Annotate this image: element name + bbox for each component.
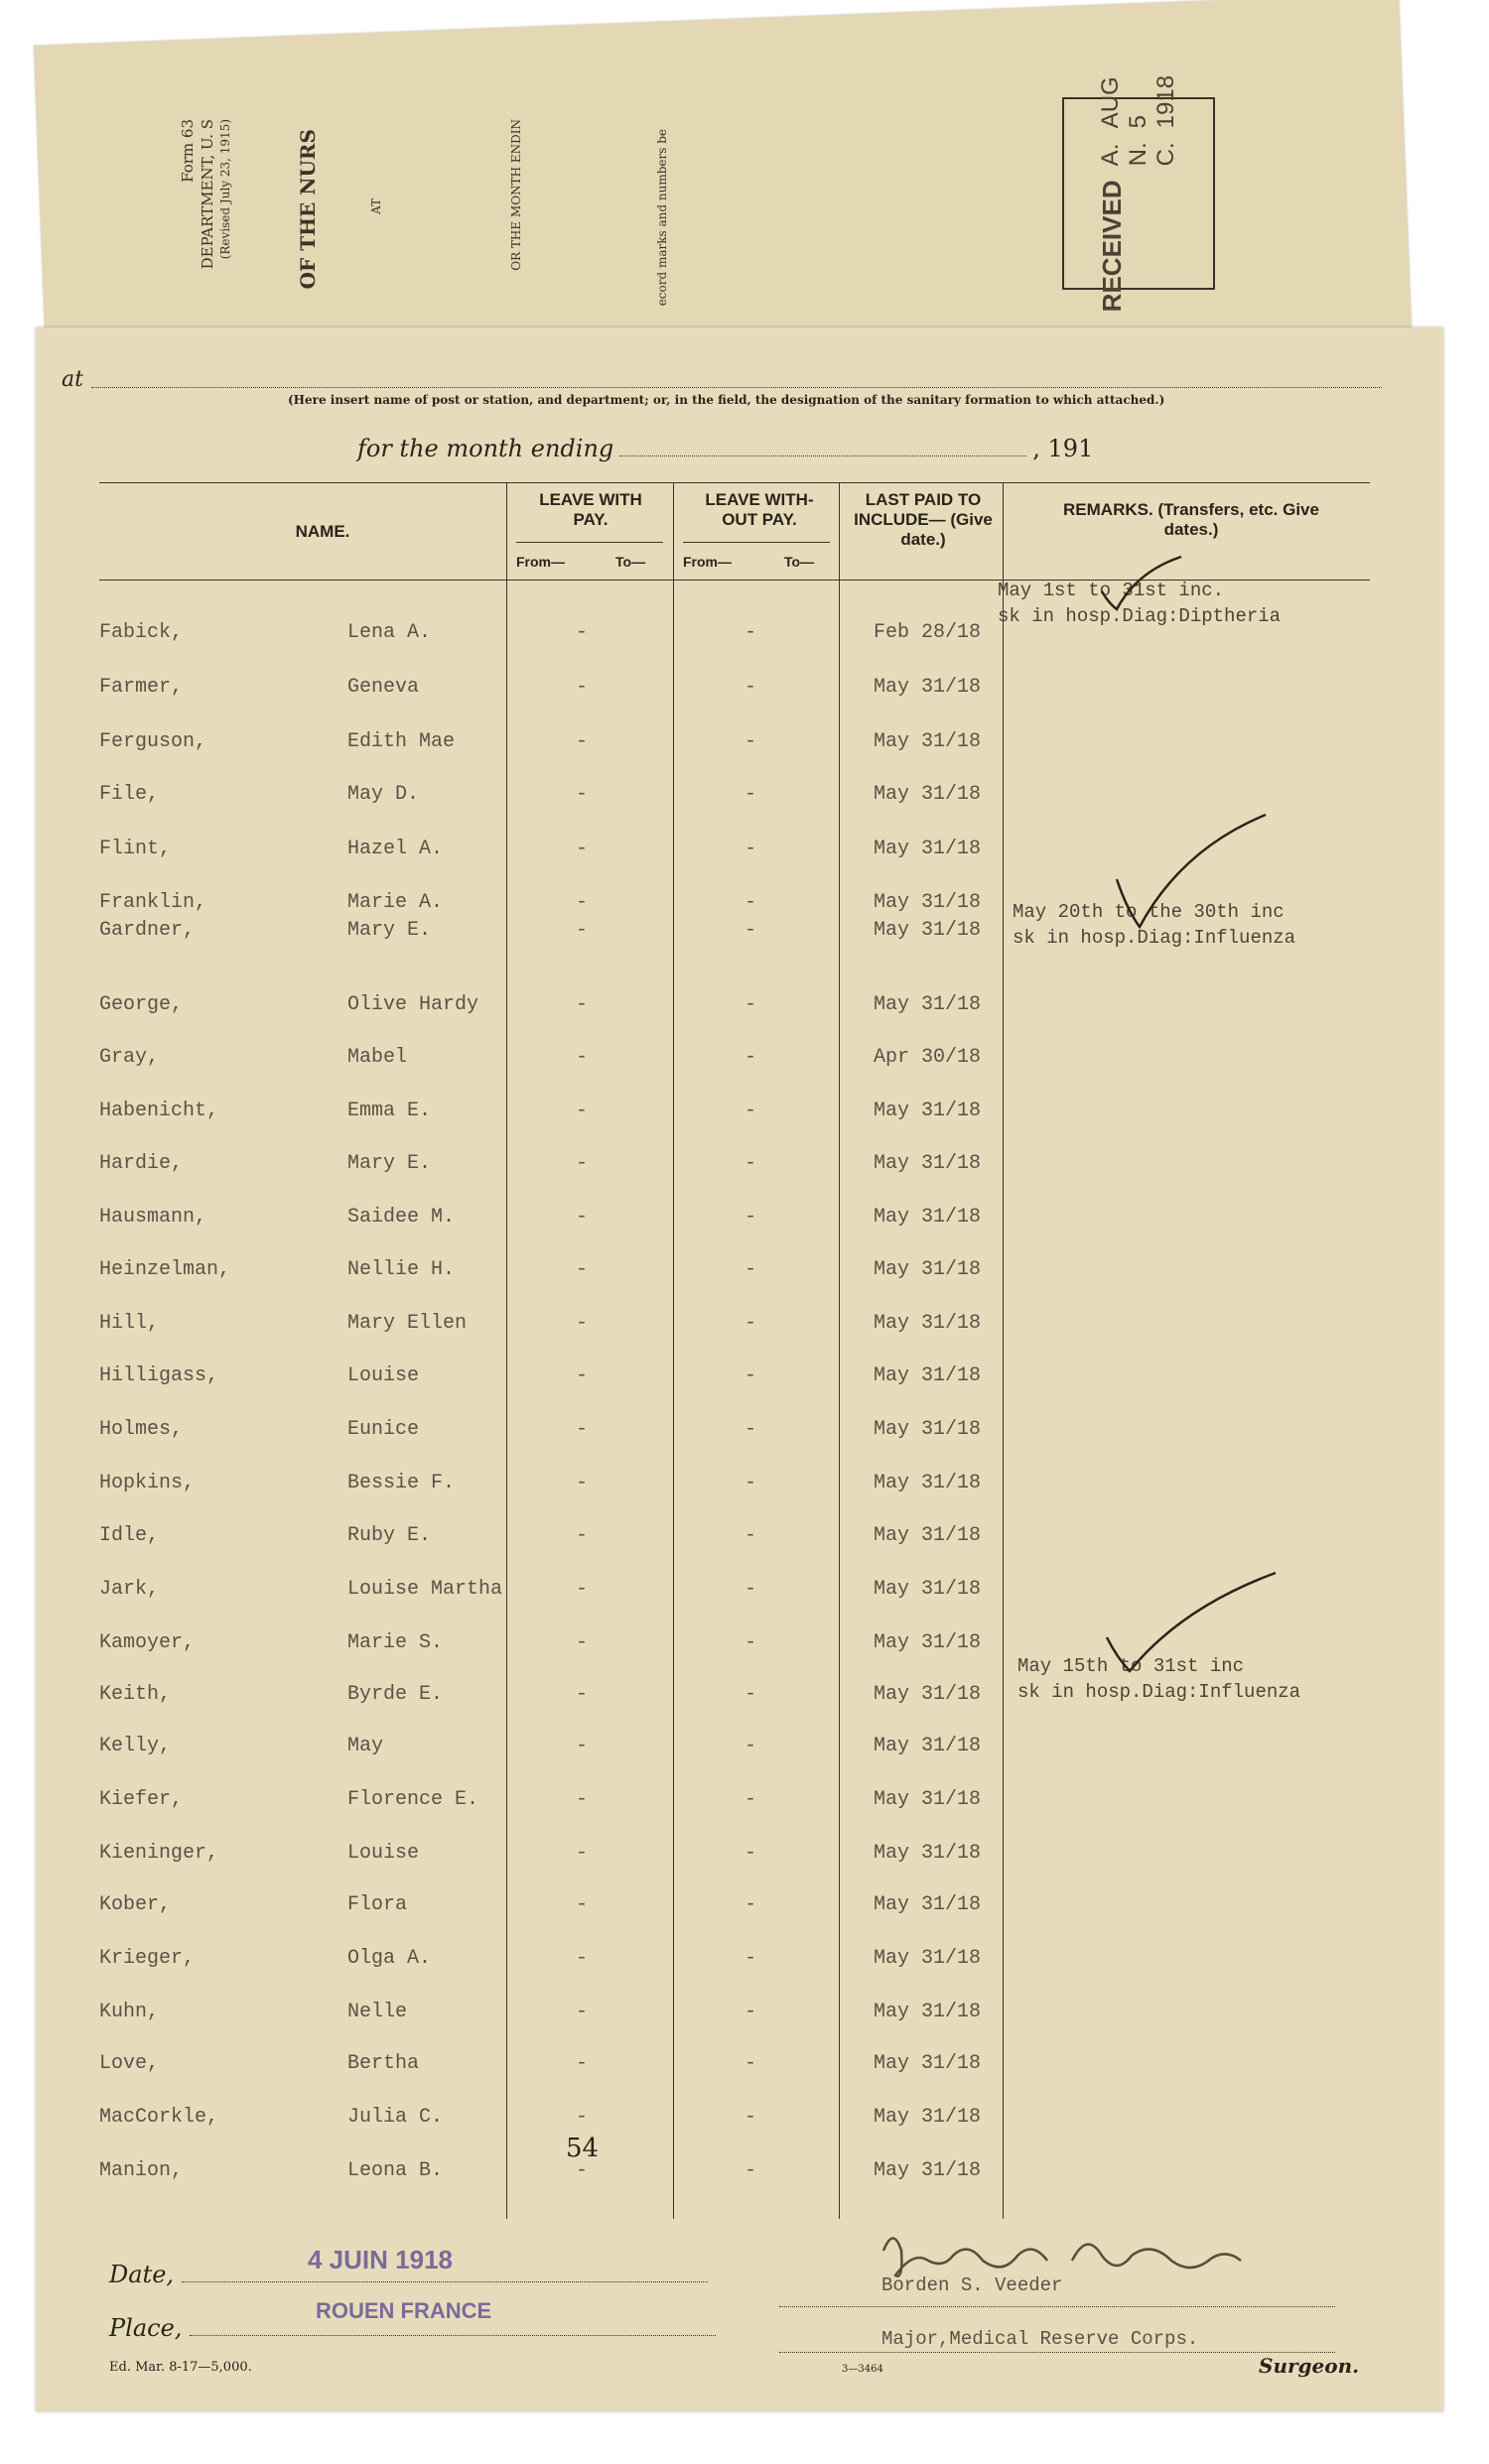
table-row (99, 993, 1370, 1027)
leave-nopay-dash: - (744, 730, 757, 753)
first-name: Louise Martha (347, 1578, 503, 1601)
leave-pay-dash: - (576, 2106, 589, 2129)
leave-pay-dash: - (576, 1524, 589, 1547)
last-name: Gray, (99, 1046, 160, 1069)
to-pay: To— (615, 554, 646, 570)
first-name: Olga A. (347, 1947, 432, 1970)
last-paid-date: May 31/18 (874, 676, 982, 699)
leave-pay-dash: - (576, 891, 589, 914)
leave-nopay-dash: - (744, 1364, 757, 1387)
leave-nopay-dash: - (744, 993, 757, 1016)
last-paid-date: May 31/18 (874, 1893, 982, 1916)
header-last-paid: LAST PAID TO INCLUDE— (Give date.) (854, 490, 993, 549)
leave-pay-dash: - (576, 1206, 589, 1229)
leave-nopay-dash: - (744, 676, 757, 699)
last-name: Holmes, (99, 1418, 184, 1441)
table-row (99, 1100, 1370, 1133)
leave-pay-dash: - (576, 2001, 589, 2023)
first-name: May (347, 1735, 384, 1757)
leave-pay-dash: - (576, 1947, 589, 1970)
leave-nopay-dash: - (744, 919, 757, 942)
table-row (99, 1947, 1370, 1981)
table-row (99, 1312, 1370, 1346)
last-name: Flint, (99, 838, 172, 860)
at-hint: (Here insert name of post or station, and department; or, in the field, the designation of the sanitary formation to which attached.) (288, 393, 1165, 407)
header-leave-with-pay: LEAVE WITH PAY. (539, 490, 642, 529)
last-paid-date: May 31/18 (874, 1100, 982, 1122)
first-name: Emma E. (347, 1100, 432, 1122)
first-name: Lena A. (347, 621, 432, 644)
edition-note: Ed. Mar. 8-17—5,000. (109, 2360, 252, 2375)
leave-pay-dash: - (576, 993, 589, 1016)
from-nopay: From— (683, 554, 732, 570)
leave-pay-dash: - (576, 1893, 589, 1916)
last-paid-date: May 31/18 (874, 783, 982, 806)
leave-nopay-dash: - (744, 1258, 757, 1281)
leave-pay-dash: - (576, 1788, 589, 1811)
last-name: Kuhn, (99, 2001, 160, 2023)
first-name: May D. (347, 783, 420, 806)
last-paid-date: May 31/18 (874, 1524, 982, 1547)
first-name: Louise (347, 1364, 420, 1387)
signature-rule (779, 2306, 1335, 2307)
leave-nopay-dash: - (744, 891, 757, 914)
last-paid-date: May 31/18 (874, 1631, 982, 1654)
first-name: Marie A. (347, 891, 444, 914)
leave-pay-dash: - (576, 621, 589, 644)
first-name: Louise (347, 1842, 420, 1865)
table-row (99, 1735, 1370, 1768)
leave-pay-dash: - (576, 1258, 589, 1281)
form-revised: (Revised July 23, 1915) (218, 119, 232, 260)
surgeon-label: Surgeon. (1259, 2354, 1360, 2378)
leave-nopay-dash: - (744, 621, 757, 644)
date-line: Date, (109, 2261, 708, 2288)
header-leave-without-pay: LEAVE WITH- OUT PAY. (705, 490, 814, 529)
last-name: George, (99, 993, 184, 1016)
leave-pay-dash: - (576, 2159, 589, 2182)
leave-nopay-dash: - (744, 1418, 757, 1441)
last-name: Kober, (99, 1893, 172, 1916)
table-row (99, 1364, 1370, 1398)
first-name: Mary E. (347, 919, 432, 942)
last-name: Hilligass, (99, 1364, 219, 1387)
first-name: Eunice (347, 1418, 420, 1441)
leave-nopay-dash: - (744, 1893, 757, 1916)
leave-nopay-dash: - (744, 838, 757, 860)
place-stamp: ROUEN FRANCE (316, 2298, 492, 2323)
last-name: Kamoyer, (99, 1631, 196, 1654)
form-department: DEPARTMENT, U. S (199, 119, 216, 270)
remark-keith: May 15th to 31st inc sk in hosp.Diag:Influenza (1017, 1655, 1301, 1703)
leave-nopay-dash: - (744, 1788, 757, 1811)
last-name: Idle, (99, 1524, 160, 1547)
leave-nopay-dash: - (744, 1947, 757, 1970)
last-name: Jark, (99, 1578, 160, 1601)
leave-nopay-dash: - (744, 1100, 757, 1122)
remark-gardner: May 20th to the 30th inc sk in hosp.Diag:Influenza (1013, 901, 1296, 949)
leave-pay-dash: - (576, 1046, 589, 1069)
first-name: Julia C. (347, 2106, 444, 2129)
typed-signer: Borden S. Veeder (881, 2274, 1063, 2296)
first-name: Hazel A. (347, 838, 444, 860)
from-pay: From— (516, 554, 565, 570)
leave-pay-dash: - (576, 1418, 589, 1441)
table-row (99, 1788, 1370, 1822)
leave-pay-dash: - (576, 676, 589, 699)
first-name: Olive Hardy (347, 993, 479, 1016)
leave-pay-dash: - (576, 783, 589, 806)
first-name: Ruby E. (347, 1524, 432, 1547)
leave-nopay-dash: - (744, 1735, 757, 1757)
table-row (99, 1524, 1370, 1558)
last-name: Hardie, (99, 1152, 184, 1175)
rank-rule (779, 2352, 1335, 2353)
leave-nopay-dash: - (744, 1312, 757, 1335)
first-name: Geneva (347, 676, 420, 699)
leave-pay-dash: - (576, 1578, 589, 1601)
last-paid-date: May 31/18 (874, 2001, 982, 2023)
last-name: Gardner, (99, 919, 196, 942)
first-name: Bessie F. (347, 1472, 456, 1494)
last-name: Hill, (99, 1312, 160, 1335)
last-paid-date: May 31/18 (874, 2052, 982, 2075)
last-paid-date: May 31/18 (874, 1312, 982, 1335)
leave-nopay-dash: - (744, 2159, 757, 2182)
last-name: Farmer, (99, 676, 184, 699)
leave-nopay-dash: - (744, 1631, 757, 1654)
leave-nopay-dash: - (744, 2001, 757, 2023)
form-record: ecord marks and numbers be (655, 129, 669, 307)
table-row (99, 1472, 1370, 1505)
margin-note: 54 (566, 2134, 600, 2163)
leave-pay-dash: - (576, 838, 589, 860)
typed-rank: Major,Medical Reserve Corps. (881, 2328, 1199, 2350)
leave-nopay-dash: - (744, 1578, 757, 1601)
leave-nopay-dash: - (744, 1046, 757, 1069)
form-at: AT (369, 198, 383, 215)
header-name: NAME. (295, 522, 350, 541)
first-name: Bertha (347, 2052, 420, 2075)
first-name: Saidee M. (347, 1206, 456, 1229)
last-paid-date: May 31/18 (874, 1683, 982, 1706)
last-paid-date: May 31/18 (874, 2159, 982, 2182)
table-row (99, 1842, 1370, 1876)
last-paid-date: May 31/18 (874, 1152, 982, 1175)
leave-nopay-dash: - (744, 1842, 757, 1865)
last-paid-date: May 31/18 (874, 1364, 982, 1387)
header-remarks: REMARKS. (Transfers, etc. Give dates.) (1063, 500, 1319, 539)
leave-pay-dash: - (576, 1152, 589, 1175)
form-title: OF THE NURS (296, 129, 320, 290)
last-paid-date: May 31/18 (874, 1472, 982, 1494)
first-name: Byrde E. (347, 1683, 444, 1706)
table-row (99, 1893, 1370, 1927)
last-name: Hopkins, (99, 1472, 196, 1494)
leave-nopay-dash: - (744, 1206, 757, 1229)
print-number: 3—3464 (842, 2364, 883, 2375)
last-paid-date: May 31/18 (874, 730, 982, 753)
last-name: Franklin, (99, 891, 207, 914)
leave-nopay-dash: - (744, 2052, 757, 2075)
last-name: Hausmann, (99, 1206, 207, 1229)
last-name: Heinzelman, (99, 1258, 231, 1281)
table-row (99, 1206, 1370, 1239)
last-name: File, (99, 783, 160, 806)
table-row (99, 2159, 1370, 2193)
last-paid-date: May 31/18 (874, 891, 982, 914)
first-name: Leona B. (347, 2159, 444, 2182)
leave-pay-dash: - (576, 1364, 589, 1387)
received-stamp: RECEIVED A. N. C. AUG 5 1918 (1062, 97, 1215, 290)
leave-pay-dash: - (576, 1683, 589, 1706)
table-row (99, 1418, 1370, 1452)
first-name: Nellie H. (347, 1258, 456, 1281)
first-name: Mabel (347, 1046, 408, 1069)
leave-pay-dash: - (576, 730, 589, 753)
last-paid-date: May 31/18 (874, 1418, 982, 1441)
last-name: Love, (99, 2052, 160, 2075)
leave-nopay-dash: - (744, 1152, 757, 1175)
last-paid-date: May 31/18 (874, 993, 982, 1016)
last-paid-date: May 31/18 (874, 1258, 982, 1281)
form-month: OR THE MONTH ENDIN (509, 119, 523, 271)
last-name: Keith, (99, 1683, 172, 1706)
last-paid-date: May 31/18 (874, 1578, 982, 1601)
leave-pay-dash: - (576, 919, 589, 942)
leave-nopay-dash: - (744, 1683, 757, 1706)
leave-pay-dash: - (576, 1842, 589, 1865)
first-name: Nelle (347, 2001, 408, 2023)
first-name: Marie S. (347, 1631, 444, 1654)
first-name: Mary Ellen (347, 1312, 468, 1335)
first-name: Flora (347, 1893, 408, 1916)
at-line: at (62, 367, 1392, 392)
last-paid-date: May 31/18 (874, 1735, 982, 1757)
date-stamp: 4 JUIN 1918 (308, 2245, 453, 2274)
last-paid-date: May 31/18 (874, 1788, 982, 1811)
last-name: Ferguson, (99, 730, 207, 753)
leave-pay-dash: - (576, 1100, 589, 1122)
last-paid-date: Apr 30/18 (874, 1046, 982, 1069)
leave-nopay-dash: - (744, 783, 757, 806)
last-name: Krieger, (99, 1947, 196, 1970)
last-paid-date: May 31/18 (874, 838, 982, 860)
nurse-table (99, 482, 1370, 2219)
remark-fabick: May 1st to 31st inc. sk in hosp.Diag:Diptheria (998, 580, 1282, 627)
last-name: Kieninger, (99, 1842, 219, 1865)
last-name: Fabick, (99, 621, 184, 644)
month-ending: for the month ending , 191 (357, 435, 1094, 462)
leave-pay-dash: - (576, 1472, 589, 1494)
table-row (99, 2052, 1370, 2086)
table-row (99, 2106, 1370, 2140)
to-nopay: To— (784, 554, 815, 570)
table-row (99, 1258, 1370, 1292)
first-name: Florence E. (347, 1788, 479, 1811)
table-row (99, 730, 1370, 764)
table-row (99, 676, 1370, 710)
last-paid-date: May 31/18 (874, 1206, 982, 1229)
leave-pay-dash: - (576, 2052, 589, 2075)
first-name: Mary E. (347, 1152, 432, 1175)
last-paid-date: May 31/18 (874, 919, 982, 942)
table-row (99, 2001, 1370, 2034)
leave-pay-dash: - (576, 1631, 589, 1654)
leave-nopay-dash: - (744, 2106, 757, 2129)
checkmark-icon (1097, 552, 1186, 621)
table-row (99, 1152, 1370, 1186)
last-paid-date: Feb 28/18 (874, 621, 982, 644)
leave-pay-dash: - (576, 1312, 589, 1335)
place-line: Place, (109, 2314, 716, 2342)
last-name: Habenicht, (99, 1100, 219, 1122)
last-name: Kelly, (99, 1735, 172, 1757)
first-name: Edith Mae (347, 730, 456, 753)
last-paid-date: May 31/18 (874, 1947, 982, 1970)
last-name: MacCorkle, (99, 2106, 219, 2129)
last-name: Kiefer, (99, 1788, 184, 1811)
table-row (99, 1046, 1370, 1080)
last-paid-date: May 31/18 (874, 2106, 982, 2129)
checkmark-icon (1102, 1568, 1281, 1677)
last-paid-date: May 31/18 (874, 1842, 982, 1865)
form-number: Form 63 (179, 119, 197, 183)
checkmark-icon (1112, 810, 1271, 939)
last-name: Manion, (99, 2159, 184, 2182)
leave-nopay-dash: - (744, 1472, 757, 1494)
leave-pay-dash: - (576, 1735, 589, 1757)
leave-nopay-dash: - (744, 1524, 757, 1547)
